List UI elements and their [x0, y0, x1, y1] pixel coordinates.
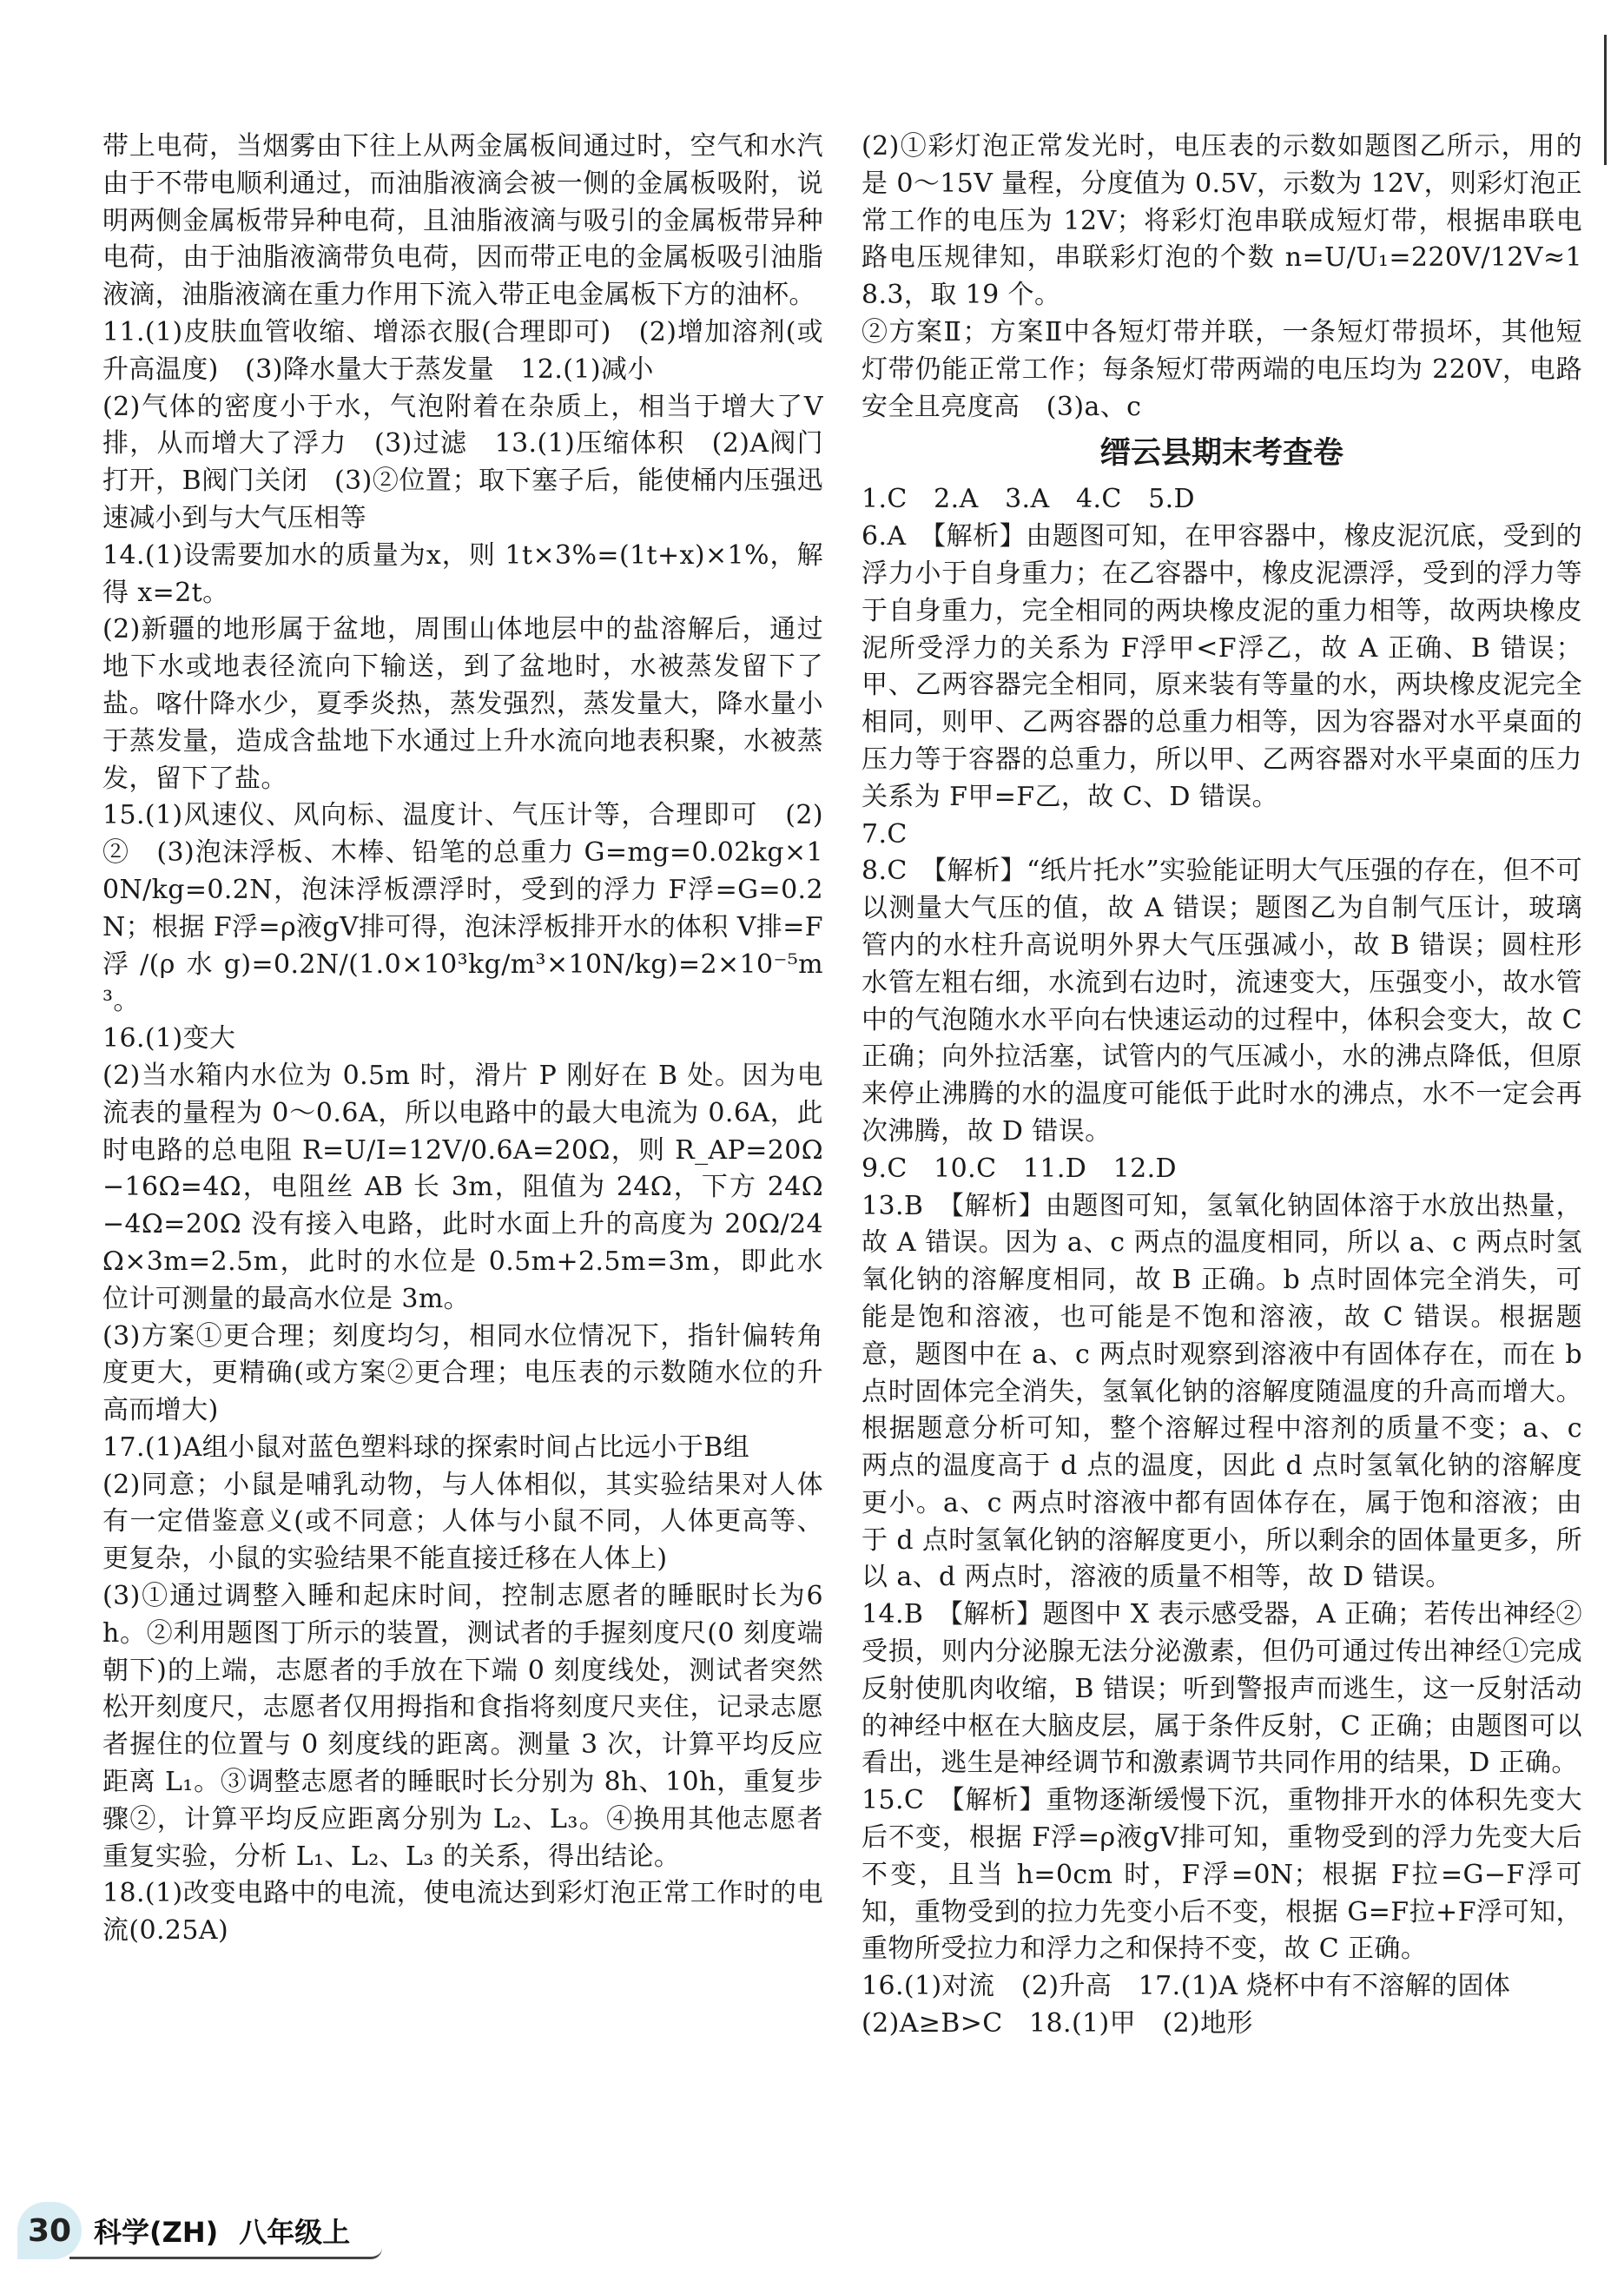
paragraph: (2)当水箱内水位为 0.5m 时，滑片 P 刚好在 B 处。因为电流表的量程为 0～0.6A，所以电路中的最大电流为 0.6A，此时电路的总电阻 R=U/I=12V/0.6A=20Ω，则 R_AP=20Ω−16Ω=4Ω，电阻丝 AB 长 3m，阻值为 24Ω，下方 24Ω−4Ω=20Ω 没有接入电路，此时水面上升的高度为 20Ω/24Ω×3m=2.5m，此时的水位是 0.5m+2.5m=3m，即此水位计可测量的最高水位是 3m。: [102, 1060, 823, 1314]
paragraph: (2)气体的密度小于水，气泡附着在杂质上，相当于增大了V排，从而增大了浮力 (3)过滤 13.(1)压缩体积 (2)A阀门打开，B阀门关闭 (3)②位置；取下塞子后，能使桶内压强迅速减小到与大气压相等: [102, 391, 823, 533]
section-title: 缙云县期末考查卷: [1099, 436, 1343, 472]
book-title: [94, 2211, 371, 2251]
answer-6: 6.A 【解析】由题图可知，在甲容器中，橡皮泥沉底，受到的浮力小于自身重力；在乙容器中，橡皮泥漂浮，受到的浮力等于自身重力，完全相同的两块橡皮泥的重力相等，故两块橡皮泥所受浮力的关系为 F浮甲<F浮乙，故 A 正确、B 错误；甲、乙两容器完全相同，原来装有等量的水，两块橡皮泥完全相同，则甲、乙两容器的总重力相等，因为容器对水平桌面的压力等于容器的总重力，所以甲、乙两容器对水平桌面的压力关系为 F甲=F乙，故 C、D 错误。: [862, 521, 1582, 812]
paragraph: (2)①彩灯泡正常发光时，电压表的示数如题图乙所示，用的是 0～15V 量程，分度值为 0.5V，示数为 12V，则彩灯泡正常工作的电压为 12V；将彩灯泡串联成短灯带，根据串联电路电压规律知，串联彩灯泡的个数 n=U/U₁=220V/12V≈18.3，取 19 个。: [862, 131, 1582, 311]
answer-16: 16.(1)变大: [102, 1023, 236, 1054]
answer-8: 8.C 【解析】“纸片托水”实验能证明大气压强的存在，但不可以测量大气压的值，故 A 错误；题图乙为自制气压计，玻璃管内的水柱升高说明外界大气压强减小，故 B 错误；圆柱形水管左粗右细，水流到右边时，流速变大，压强变小，故水管中的气泡随水水平向右快速运动的过程中，体积会变大，故 C 正确；向外拉活塞，试管内的气压减小，水的沸点降低，但原来停止沸腾的水的温度可能低于此时水的沸点，水不一定会再次沸腾，故 D 错误。: [862, 856, 1582, 1147]
page-footer: [17, 2190, 417, 2259]
answer-13: 13.B 【解析】由题图可知，氢氧化钠固体溶于水放出热量，故 A 错误。因为 a、c 两点的温度相同，所以 a、c 两点时氢氧化钠的溶解度相同，故 B 正确。b 点时固体完全消失，可能是饱和溶液，也可能是不饱和溶液，故 C 错误。根据题意，题图中在 a、c 两点时观察到溶液中有固体存在，而在 b 点时固体完全消失，氢氧化钠的溶解度随温度的升高而增大。根据题意分析可知，整个溶解过程中溶剂的质量不变；a、c 两点的温度高于 d 点的温度，因此 d 点时氢氧化钠的溶解度更小。a、c 两点时溶液中都有固体存在，属于饱和溶液；由于 d 点时氢氧化钠的溶解度更小，所以剩余的固体量更多，所以 a、d 两点时，溶液的质量不相等，故 D 错误。: [862, 1190, 1582, 1593]
paragraph: (2)新疆的地形属于盆地，周围山体地层中的盐溶解后，通过地下水或地表径流向下输送，到了盆地时，水被蒸发留下了盐。喀什降水少，夏季炎热，蒸发强烈，蒸发量大，降水量小于蒸发量，造成含盐地下水通过上升水流向地表积聚，水被蒸发，留下了盐。: [102, 614, 823, 794]
page-number: 30: [17, 2202, 82, 2259]
answers-1-5: 1.C 2.A 3.A 4.C 5.D: [862, 484, 1196, 515]
answer-18: 18.(1)改变电路中的电流，使电流达到彩灯泡正常工作时的电流(0.25A): [102, 1878, 823, 1947]
left-column: [102, 129, 823, 1950]
margin-rule: [1604, 35, 1607, 165]
answer-7: 7.C: [862, 818, 908, 850]
paragraph: ②方案Ⅱ；方案Ⅱ中各短灯带并联，一条短灯带损坏，其他短灯带仍能正常工作；每条短灯带两端的电压均为 220V，电路安全且亮度高 (3)a、c: [862, 316, 1582, 422]
right-column: [862, 129, 1582, 2043]
paragraph: (3)方案①更合理；刻度均匀，相同水位情况下，指针偏转角度更大，更精确(或方案②更合理；电压表的示数随水位的升高而增大): [102, 1320, 823, 1426]
paragraph: (3)①通过调整入睡和起床时间，控制志愿者的睡眠时长为6h。②利用题图丁所示的装置，测试者的手握刻度尺(0 刻度端朝下)的上端，志愿者的手放在下端 0 刻度线处，测试者突然松开刻度尺，志愿者仅用拇指和食指将刻度尺夹住，记录志愿者握住的位置与 0 刻度线的距离。测量 3 次，计算平均反应距离 L₁。③调整志愿者的睡眠时长分别为 8h、10h，重复步骤②，计算平均反应距离分别为 L₂、L₃。④换用其他志愿者重复实验，分析 L₁、L₂、L₃ 的关系，得出结论。: [102, 1581, 823, 1872]
subject-label: 科学(ZH): [94, 2216, 219, 2249]
answer-14: 14.(1)设需要加水的质量为x，则 1t×3%=(1t+x)×1%，解得 x=2t。: [102, 539, 823, 608]
answers-16-17: 16.(1)对流 (2)升高 17.(1)A 烧杯中有不溶解的固体: [862, 1971, 1511, 2002]
answers-9-12: 9.C 10.C 11.D 12.D: [862, 1153, 1177, 1184]
paragraph: 带上电荷，当烟雾由下往上从两金属板间通过时，空气和水汽由于不带电顺利通过，而油脂液滴会被一侧的金属板吸附，说明两侧金属板带异种电荷，且油脂液滴与吸引的金属板带异种电荷，由于油脂液滴带负电荷，因而带正电的金属板吸引油脂液滴，油脂液滴在重力作用下流入带正电金属板下方的油杯。: [102, 131, 823, 311]
answer-15: 15.C 【解析】重物逐渐缓慢下沉，重物排开水的体积先变大后不变，根据 F浮=ρ液gV排可知，重物受到的浮力先变大后不变，且当 h=0cm 时，F浮=0N；根据 F拉=G−F浮可知，重物受到的拉力先变小后不变，根据 G=F拉+F浮可知，重物所受拉力和浮力之和保持不变，故 C 正确。: [862, 1785, 1582, 1965]
answer-15: 15.(1)风速仪、风向标、温度计、气压计等，合理即可 (2)② (3)泡沫浮板、木棒、铅笔的总重力 G=mg=0.02kg×10N/kg=0.2N，泡沫浮板漂浮时，受到的浮力 F浮=G=0.2N；根据 F浮=ρ液gV排可得，泡沫浮板排开水的体积 V排=F浮/(ρ水g)=0.2N/(1.0×10³kg/m³×10N/kg)=2×10⁻⁵m³。: [102, 800, 823, 1017]
answers-17-18: (2)A≥B>C 18.(1)甲 (2)地形: [862, 2008, 1253, 2039]
answer-17: 17.(1)A组小鼠对蓝色塑料球的探索时间占比远小于B组: [102, 1431, 750, 1463]
paragraph: (2)同意；小鼠是哺乳动物，与人体相似，其实验结果对人体有一定借鉴意义(或不同意；人体与小鼠不同，人体更高等、更复杂，小鼠的实验结果不能直接迁移在人体上): [102, 1469, 823, 1575]
answer-11: 11.(1)皮肤血管收缩、增添衣服(合理即可) (2)增加溶剂(或升高温度) (3)降水量大于蒸发量 12.(1)减小: [102, 316, 823, 385]
answer-14: 14.B 【解析】题图中 X 表示感受器，A 正确；若传出神经②受损，则内分泌腺无法分泌激素，但仍可通过传出神经①完成反射使肌肉收缩，B 错误；听到警报声而逃生，这一反射活动的神经中枢在大脑皮层，属于条件反射，C 正确；由题图可以看出，逃生是神经调节和激素调节共同作用的结果，D 正确。: [862, 1599, 1582, 1779]
grade-label: 八年级上: [239, 2216, 351, 2249]
